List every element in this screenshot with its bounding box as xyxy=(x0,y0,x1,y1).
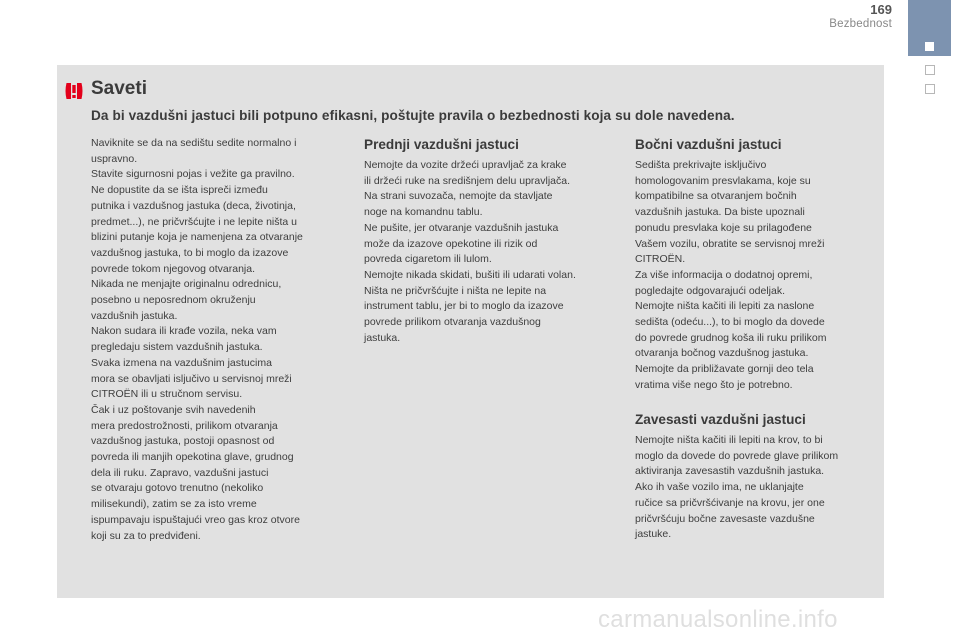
text-line: može da izazove opekotine ili rizik od xyxy=(364,237,538,250)
text-line: instrument tablu, jer bi to moglo da izazove xyxy=(364,300,564,313)
text-line: dela ili ruku. Zapravo, vazdušni jastuci xyxy=(91,466,269,479)
text-line: sedišta (odeću...), to bi moglo da dovede xyxy=(635,316,825,329)
side-airbags-text xyxy=(635,158,826,394)
panel-title: Saveti xyxy=(91,78,147,99)
front-airbags-text xyxy=(364,158,576,346)
general-advice-text xyxy=(91,136,303,544)
text-line: Sedišta prekrivajte isključivo xyxy=(635,159,767,171)
text-line: vazdušnog jastuka, postoji opasnost od xyxy=(91,435,275,448)
text-line: povreda cigaretom ili lulom. xyxy=(364,253,492,266)
text-line: Na strani suvozača, nemojte da stavljate xyxy=(364,190,553,203)
text-line: posebno u neposrednom okruženju xyxy=(91,294,256,307)
text-line: Svaka izmena na vazdušnim jastucima xyxy=(91,356,272,369)
text-line: Naviknite se da na sedištu sedite normalno i xyxy=(91,137,297,149)
text-line: homologovanim presvlakama, koje su xyxy=(635,174,811,187)
intro-text: Da bi vazdušni jastuci bili potpuno efikasni, poštujte pravila o bezbednosti koja su dole navedena. xyxy=(91,108,735,123)
page-nav-box-2-icon[interactable] xyxy=(925,84,935,94)
text-line: noge na komandnu tablu. xyxy=(364,206,483,219)
text-line: se otvaraju gotovo trenutno (nekoliko xyxy=(91,482,264,495)
text-line: jastuke. xyxy=(635,528,672,541)
text-line: uspravno. xyxy=(91,152,138,165)
text-line: Nakon sudara ili krađe vozila, neka vam xyxy=(91,325,277,338)
text-line: vratima više nego što je potrebno. xyxy=(635,378,793,391)
text-line: Nemojte ništa kačiti ili lepiti na krov, to bi xyxy=(635,434,823,446)
text-line: CITROËN. xyxy=(635,253,686,266)
curtain-airbags-heading: Zavesasti vazdušni jastuci xyxy=(635,412,806,427)
page-number: 169 xyxy=(870,2,892,17)
text-line: otvaranja bočnog vazdušnog jastuka. xyxy=(635,347,809,360)
text-line: aktiviranja zavesastih vazdušnih jastuka. xyxy=(635,465,825,478)
text-line: mora se obavljati isljučivo u servisnoj mreži xyxy=(91,372,292,385)
text-line: pogledajte odgovarajući odeljak. xyxy=(635,284,786,297)
section-name: Bezbednost xyxy=(829,18,892,30)
text-line: vazdušnih jastuka. Da biste upoznali xyxy=(635,206,805,219)
text-line: predmet...), ne pričvršćujte i ne lepite ništa u xyxy=(91,215,298,228)
text-line: Nemojte da približavate gornji deo tela xyxy=(635,363,814,376)
text-line: Stavite sigurnosni pojas i vežite ga pravilno. xyxy=(91,168,295,181)
watermark: carmanualsonline.info xyxy=(598,606,838,633)
text-line: Nikada ne menjajte originalnu odrednicu, xyxy=(91,278,282,291)
text-line: vazdušnog jastuka, to bi moglo da izazove xyxy=(91,246,289,259)
text-line: povreda ili manjih opekotina glave, grudnog xyxy=(91,451,294,464)
text-line: Ne pušite, jer otvaranje vazdušnih jastuka xyxy=(364,221,559,234)
chapter-tab[interactable] xyxy=(908,0,951,56)
text-line: kompatibilne sa otvaranjem bočnih xyxy=(635,190,797,203)
text-line: Nemojte nikada skidati, bušiti ili udarati volan. xyxy=(364,268,576,281)
text-line: moglo da dovede do povrede glave prilikom xyxy=(635,449,839,462)
text-line: Nemojte ništa kačiti ili lepiti za naslone xyxy=(635,300,815,313)
side-airbags-heading: Bočni vazdušni jastuci xyxy=(635,137,782,152)
text-line: jastuka. xyxy=(364,331,401,344)
text-line: do povrede grudnog koša ili ruku prilikom xyxy=(635,331,827,344)
text-line: Vašem vozilu, obratite se servisnoj mreži xyxy=(635,237,825,250)
text-line: Nemojte da vozite držeći upravljač za krake xyxy=(364,159,567,171)
text-line: povrede prilikom otvaranja vazdušnog xyxy=(364,316,541,329)
page-nav-box-1-icon[interactable] xyxy=(925,65,935,75)
text-line: Ako ih vaše vozilo ima, ne uklanjajte xyxy=(635,481,804,494)
text-line: blizini putanje koja je namenjena za otvaranje xyxy=(91,231,303,244)
text-line: Ništa ne pričvršćujte i ništa ne lepite na xyxy=(364,284,547,297)
chapter-tab-marker-icon xyxy=(925,42,934,51)
text-line: mera predostrožnosti, prilikom otvaranja xyxy=(91,419,278,432)
front-airbags-heading: Prednji vazdušni jastuci xyxy=(364,137,519,152)
text-line: koji su za to predviđeni. xyxy=(91,529,201,542)
text-line: Za više informacija o dodatnoj opremi, xyxy=(635,268,813,281)
text-line: milisekundi), zatim se za isto vreme xyxy=(91,498,257,511)
text-line: Čak i uz poštovanje svih navedenih xyxy=(91,403,256,416)
text-line: povrede tokom njegovog otvaranja. xyxy=(91,262,256,275)
text-line: putnika i vazdušnog jastuka (deca, životinja, xyxy=(91,199,296,212)
text-line: ponudu presvlaka koje su prilagođene xyxy=(635,221,812,234)
text-line: ručice sa pričvršćivanje na krovu, jer one xyxy=(635,496,825,509)
text-line: pregledaju sistem vazdušnih jastuka. xyxy=(91,341,263,354)
text-line: CITROËN ili u stručnom servisu. xyxy=(91,388,243,401)
warning-pill-icon xyxy=(64,82,84,100)
text-line: ispumpavaju ispuštajući vreo gas kroz otvore xyxy=(91,513,300,526)
text-line: ili držeći ruke na središnjem delu upravljača. xyxy=(364,174,571,187)
text-line: vazdušnih jastuka. xyxy=(91,309,178,322)
text-line: pričvršćuju bočne zavesaste vazdušne xyxy=(635,512,815,525)
text-line: Ne dopustite da se išta ispreči između xyxy=(91,184,268,197)
curtain-airbags-text xyxy=(635,433,838,543)
